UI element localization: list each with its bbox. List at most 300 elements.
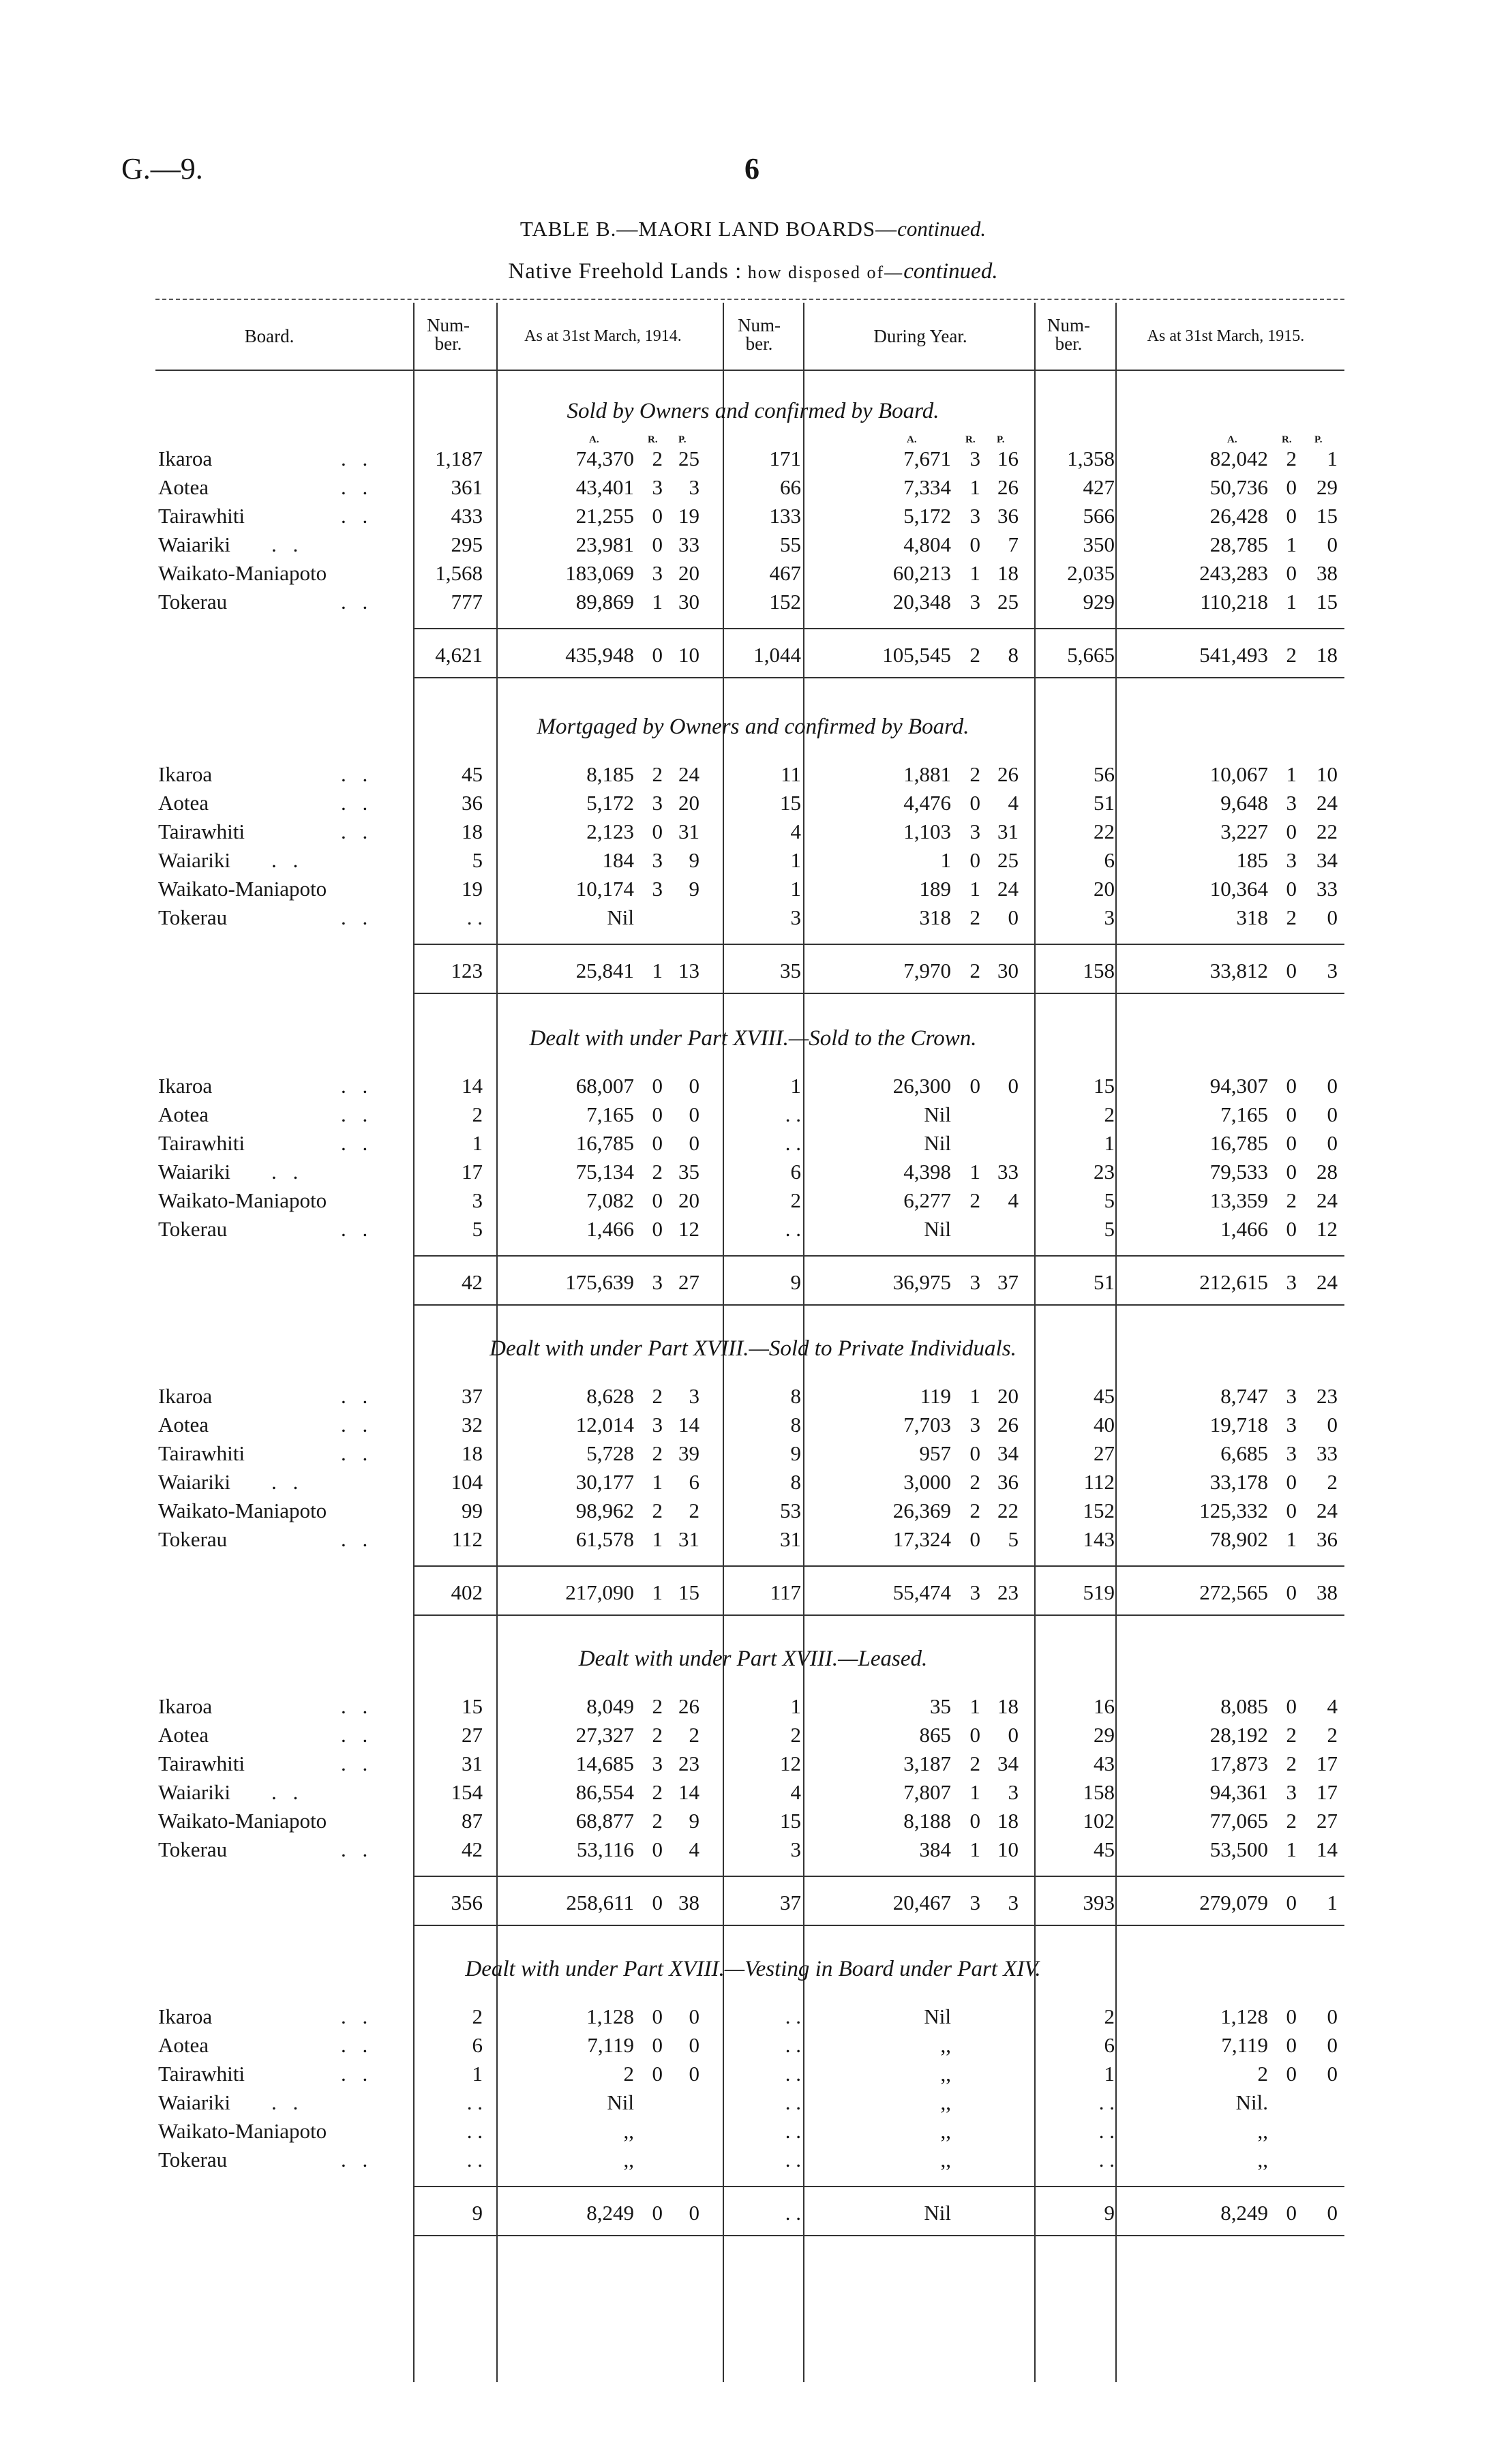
cell-n3: 102 [1083,1809,1115,1833]
unit-label-r: R. [1282,434,1292,445]
cell-r1: 2 [652,1723,663,1747]
cell-p2: 26 [997,1413,1019,1437]
cell-n2: 6 [790,1160,801,1184]
cell-n1: 433 [451,504,483,528]
section-title: Dealt with under Part XVIII.—Sold to Private Individuals. [490,1336,1016,1361]
cell-r2: 3 [969,504,980,528]
cell-r3: 1 [1286,762,1297,786]
cell-a3: 185 [1236,848,1268,872]
total-p1: 15 [678,1580,699,1604]
section-title: Dealt with under Part XVIII.—Vesting in Board under Part XIV. [465,1957,1041,1981]
cell-a3: 33,178 [1209,1470,1268,1494]
cell-r2: 1 [969,1694,980,1718]
cell-n2: . . [785,1131,801,1155]
cell-a2: 3,187 [903,1752,951,1775]
cell-r1: 0 [652,2062,663,2086]
table-row [0,791,1506,820]
cell-a2: 5,172 [903,504,951,528]
leader-dots: . . [341,1723,374,1747]
cell-n3: 56 [1094,762,1115,786]
total-p1: 13 [678,959,699,982]
cell-p3: 36 [1316,1527,1338,1551]
cell-r2: 1 [969,1780,980,1804]
cell-p2: 7 [1008,532,1019,556]
unit-label-p: P. [678,434,687,445]
cell-n2: 31 [780,1527,801,1551]
cell-n3: 2,035 [1067,561,1115,585]
leader-dots: . . [341,447,374,470]
cell-n3: 1,358 [1067,447,1115,470]
board-name: Ikaroa [158,1384,213,1408]
section-bottom-rule [413,1925,1344,1926]
total-a3: 8,249 [1220,2201,1268,2225]
cell-n2: . . [785,1217,801,1241]
cell-r1: 2 [652,762,663,786]
cell-p1: 0 [689,1074,699,1098]
cell-n3: 1 [1104,1131,1115,1155]
cell-p3: 33 [1316,877,1338,901]
cell-a2: 4,804 [903,532,951,556]
leader-dots: . . [271,1160,304,1184]
cell-a1: 89,869 [575,590,634,614]
cell-p2: 20 [997,1384,1019,1408]
table-subtitle-small: how disposed of— [742,262,904,282]
leader-dots: . . [341,1217,374,1241]
cell-r3: 0 [1286,2033,1297,2057]
cell-n3: 350 [1083,532,1115,556]
cell-a2: 17,324 [892,1527,951,1551]
board-name: Tairawhiti [158,1131,245,1155]
cell-a2: 7,703 [903,1413,951,1437]
total-rule [413,944,1344,945]
cell-n3: 6 [1104,848,1115,872]
leader-dots: . . [341,2062,374,2086]
total-n2: 117 [770,1580,801,1604]
total-r2: 3 [969,1891,980,1914]
cell-p1: 9 [689,877,699,901]
cell-p3: 0 [1327,2033,1338,2057]
document-reference: G.—9. [121,152,203,185]
cell-a1: 75,134 [575,1160,634,1184]
cell-r3: 0 [1286,1131,1297,1155]
column-header-as-at-1915: As at 31st March, 1915. [1147,327,1305,345]
total-p2: 23 [997,1580,1019,1604]
board-name: Waikato-Maniapoto [158,561,327,585]
cell-r3: 1 [1286,590,1297,614]
total-r3: 0 [1286,1891,1297,1914]
cell-n3: 158 [1083,1780,1115,1804]
cell-a2: ,, [940,2119,951,2143]
table-row [0,2090,1506,2119]
cell-p2: 18 [997,1694,1019,1718]
cell-n2: 9 [790,1441,801,1465]
cell-a3: 243,283 [1199,561,1268,585]
leader-dots: . . [341,2033,374,2057]
total-r1: 3 [652,1270,663,1294]
section-bottom-rule [413,1304,1344,1306]
total-p3: 0 [1327,2201,1338,2225]
cell-r1: 0 [652,820,663,843]
total-r2: 2 [969,643,980,667]
cell-a1: ,, [623,2148,634,2172]
total-n1: 4,621 [435,643,483,667]
total-r2: 3 [969,1270,980,1294]
table-row [0,504,1506,532]
board-name: Waikato-Maniapoto [158,1809,327,1833]
leader-dots: . . [341,762,374,786]
column-header-board: Board. [244,326,295,346]
cell-a1: 61,578 [575,1527,634,1551]
cell-r3: 0 [1286,475,1297,499]
total-n1: 123 [451,959,483,982]
cell-r2: 1 [969,475,980,499]
total-p1: 38 [678,1891,699,1914]
cell-a3: 50,736 [1209,475,1268,499]
cell-n1: 2 [472,1102,483,1126]
cell-n1: . . [466,2090,483,2114]
cell-p1: 2 [689,1723,699,1747]
cell-p3: 0 [1327,1413,1338,1437]
cell-p3: 34 [1316,848,1338,872]
leader-dots: . . [341,1102,374,1126]
table-row [0,1499,1506,1527]
total-r3: 2 [1286,643,1297,667]
cell-a3: 7,119 [1221,2033,1268,2057]
total-rule [413,1876,1344,1877]
cell-n1: 112 [451,1527,483,1551]
table-row [0,2004,1506,2033]
cell-a1: 1,128 [586,2004,634,2028]
cell-a3: 53,500 [1209,1837,1268,1861]
cell-r3: 0 [1286,1160,1297,1184]
total-a1: 217,090 [565,1580,634,1604]
cell-p2: 24 [997,877,1019,901]
cell-a3: 17,873 [1209,1752,1268,1775]
total-n3: 5,665 [1067,643,1115,667]
cell-p2: 18 [997,1809,1019,1833]
cell-n1: 87 [462,1809,483,1833]
leader-dots: . . [341,1074,374,1098]
cell-n2: 467 [769,561,801,585]
cell-p3: 4 [1327,1694,1338,1718]
total-rule [413,1255,1344,1257]
total-a3: 279,079 [1199,1891,1268,1914]
total-n1: 356 [451,1891,483,1914]
cell-n3: 5 [1104,1188,1115,1212]
total-n3: 9 [1104,2201,1115,2225]
total-a1: 435,948 [565,643,634,667]
cell-n1: 1,568 [435,561,483,585]
leader-dots: . . [341,1441,374,1465]
cell-p2: 0 [1008,1074,1019,1098]
cell-a2: 35 [930,1694,951,1718]
cell-r2: 3 [969,447,980,470]
board-name: Aotea [158,1413,209,1437]
cell-n2: 1 [790,1694,801,1718]
cell-r3: 2 [1286,1809,1297,1833]
total-r3: 0 [1286,2201,1297,2225]
cell-n1: 361 [451,475,483,499]
cell-r1: 0 [652,1131,663,1155]
cell-r2: 1 [969,1837,980,1861]
cell-n3: 51 [1094,791,1115,815]
cell-p3: 0 [1327,532,1338,556]
cell-a2: 60,213 [892,561,951,585]
table-subtitle-main: Native Freehold Lands : [508,259,742,284]
cell-a1: Nil [607,2090,634,2114]
board-name: Waikato-Maniapoto [158,1499,327,1522]
cell-a3: Nil. [1235,2090,1268,2114]
cell-a1: 7,165 [586,1102,634,1126]
table-title-main: TABLE B.—MAORI LAND BOARDS— [519,217,898,241]
cell-n3: 566 [1083,504,1115,528]
cell-n1: 18 [462,820,483,843]
cell-n2: 8 [790,1470,801,1494]
header-top-rule [155,299,1344,300]
leader-dots: . . [271,848,304,872]
total-row [0,2201,1506,2229]
board-name: Waiariki [158,2090,230,2114]
total-r1: 0 [652,2201,663,2225]
cell-n1: 3 [472,1188,483,1212]
total-p2: 3 [1008,1891,1019,1914]
cell-p3: 15 [1316,504,1338,528]
cell-r2: 2 [969,1499,980,1522]
table-subtitle [0,259,1506,284]
total-a1: 175,639 [565,1270,634,1294]
cell-p1: 35 [678,1160,699,1184]
board-name: Tairawhiti [158,504,245,528]
cell-r3: 0 [1286,1470,1297,1494]
cell-a3: 26,428 [1209,504,1268,528]
cell-n1: . . [466,905,483,929]
leader-dots: . . [341,2148,374,2172]
cell-r3: 3 [1286,791,1297,815]
total-a1: 258,611 [566,1891,634,1914]
column-header-as-at-1914: As at 31st March, 1914. [524,327,682,345]
table-row [0,1694,1506,1723]
cell-p1: 3 [689,475,699,499]
board-name: Waiariki [158,532,230,556]
cell-n1: . . [466,2119,483,2143]
section-bottom-rule [413,677,1344,678]
cell-r3: 2 [1286,1723,1297,1747]
board-name: Waiariki [158,848,230,872]
board-name: Ikaroa [158,1074,213,1098]
cell-n1: 1,187 [435,447,483,470]
cell-r2: 3 [969,820,980,843]
board-name: Aotea [158,2033,209,2057]
cell-p1: 19 [678,504,699,528]
cell-p3: 24 [1316,791,1338,815]
cell-a1: 16,785 [575,1131,634,1155]
cell-n1: 5 [472,848,483,872]
cell-r1: 0 [652,504,663,528]
total-p3: 1 [1327,1891,1338,1914]
section-title: Mortgaged by Owners and confirmed by Board. [537,715,969,739]
cell-r1: 3 [652,877,663,901]
total-p1: 10 [678,643,699,667]
cell-n1: 295 [451,532,483,556]
cell-r3: 1 [1286,532,1297,556]
board-name: Aotea [158,475,209,499]
cell-a1: 10,174 [575,877,634,901]
board-name: Aotea [158,1723,209,1747]
total-a2: 55,474 [892,1580,951,1604]
cell-p1: 30 [678,590,699,614]
board-name: Aotea [158,791,209,815]
total-r1: 0 [652,1891,663,1914]
cell-n2: 15 [780,1809,801,1833]
total-row [0,1580,1506,1609]
cell-r1: 3 [652,475,663,499]
table-row [0,877,1506,905]
leader-dots: . . [271,532,304,556]
cell-r2: 0 [969,791,980,815]
total-n3: 393 [1083,1891,1115,1914]
cell-a3: ,, [1257,2119,1268,2143]
cell-a3: 28,192 [1209,1723,1268,1747]
cell-r3: 0 [1286,2062,1297,2086]
cell-a2: Nil [924,1131,951,1155]
leader-dots: . . [341,2004,374,2028]
table-title [0,217,1506,241]
cell-p3: 0 [1327,2004,1338,2028]
cell-a3: 77,065 [1209,1809,1268,1833]
cell-a3: 2 [1257,2062,1268,2086]
total-a3: 272,565 [1199,1580,1268,1604]
cell-p1: 14 [678,1780,699,1804]
cell-a2: 8,188 [903,1809,951,1833]
total-a1: 8,249 [586,2201,634,2225]
cell-a1: 23,981 [575,532,634,556]
total-r3: 0 [1286,959,1297,982]
leader-dots: . . [271,1780,304,1804]
cell-r1: 2 [652,1160,663,1184]
cell-p2: 33 [997,1160,1019,1184]
table-row [0,1102,1506,1131]
header-bottom-rule [155,370,1344,371]
total-a2: 105,545 [882,643,951,667]
total-n2: 9 [790,1270,801,1294]
board-name: Tokerau [158,1527,228,1551]
unit-label-p: P. [997,434,1005,445]
total-n2: 37 [780,1891,801,1914]
cell-n3: 143 [1083,1527,1115,1551]
leader-dots: . . [271,2090,304,2114]
cell-a1: 30,177 [575,1470,634,1494]
unit-label-r: R. [965,434,976,445]
cell-a3: 94,307 [1209,1074,1268,1098]
cell-n2: . . [785,2004,801,2028]
total-n3: 519 [1083,1580,1115,1604]
cell-r3: 3 [1286,848,1297,872]
table-row [0,1470,1506,1499]
total-n1: 9 [472,2201,483,2225]
table-row [0,447,1506,475]
cell-a1: 183,069 [565,561,634,585]
cell-p3: 27 [1316,1809,1338,1833]
cell-n2: . . [785,2119,801,2143]
cell-n2: 1 [790,877,801,901]
cell-n1: 5 [472,1217,483,1241]
cell-a2: 1,881 [903,762,951,786]
cell-r2: 0 [969,1527,980,1551]
column-header-number-1914: Num- ber. [427,315,470,354]
cell-p2: 36 [997,1470,1019,1494]
leader-dots: . . [341,1527,374,1551]
cell-n1: 31 [462,1752,483,1775]
total-a3: 541,493 [1199,643,1268,667]
column-header-number-during: Num- ber. [738,315,781,354]
cell-a2: 26,300 [892,1074,951,1098]
cell-n2: 15 [780,791,801,815]
cell-p1: 0 [689,1131,699,1155]
total-row [0,643,1506,672]
column-header-during-year: During Year. [873,326,967,346]
cell-a2: 6,277 [903,1188,951,1212]
cell-r1: 1 [652,590,663,614]
board-name: Tairawhiti [158,1441,245,1465]
cell-p1: 12 [678,1217,699,1241]
cell-a2: 1,103 [903,820,951,843]
cell-n3: 45 [1094,1837,1115,1861]
cell-p2: 18 [997,561,1019,585]
board-name: Ikaroa [158,1694,213,1718]
cell-a1: 8,049 [586,1694,634,1718]
cell-r3: 0 [1286,504,1297,528]
table-row [0,2148,1506,2176]
total-a3: 33,812 [1209,959,1268,982]
leader-dots: . . [341,1694,374,1718]
cell-a1: 12,014 [575,1413,634,1437]
cell-p2: 26 [997,475,1019,499]
cell-n3: 6 [1104,2033,1115,2057]
cell-r3: 0 [1286,820,1297,843]
cell-a1: 8,185 [586,762,634,786]
total-n1: 402 [451,1580,483,1604]
cell-a3: 7,165 [1220,1102,1268,1126]
board-name: Tokerau [158,905,228,929]
total-a3: 212,615 [1199,1270,1268,1294]
board-name: Ikaroa [158,762,213,786]
cell-a3: 9,648 [1220,791,1268,815]
cell-a2: 7,671 [903,447,951,470]
total-p2: 8 [1008,643,1019,667]
cell-r1: 0 [652,532,663,556]
cell-r1: 3 [652,848,663,872]
cell-r3: 0 [1286,1074,1297,1098]
board-name: Aotea [158,1102,209,1126]
section-bottom-rule [413,2235,1344,2236]
table-row [0,1413,1506,1441]
column-header-number-1915: Num- ber. [1047,315,1090,354]
cell-a2: 119 [920,1384,951,1408]
cell-a1: 68,877 [575,1809,634,1833]
cell-p3: 10 [1316,762,1338,786]
cell-p2: 0 [1008,905,1019,929]
cell-r1: 2 [652,1809,663,1833]
cell-r3: 2 [1286,1188,1297,1212]
total-r2: 3 [969,1580,980,1604]
total-n3: 51 [1094,1270,1115,1294]
cell-r1: 2 [652,1694,663,1718]
cell-n3: 112 [1083,1470,1115,1494]
board-name: Tairawhiti [158,2062,245,2086]
cell-p2: 4 [1008,791,1019,815]
board-name: Waikato-Maniapoto [158,2119,327,2143]
total-n2: . . [785,2201,801,2225]
